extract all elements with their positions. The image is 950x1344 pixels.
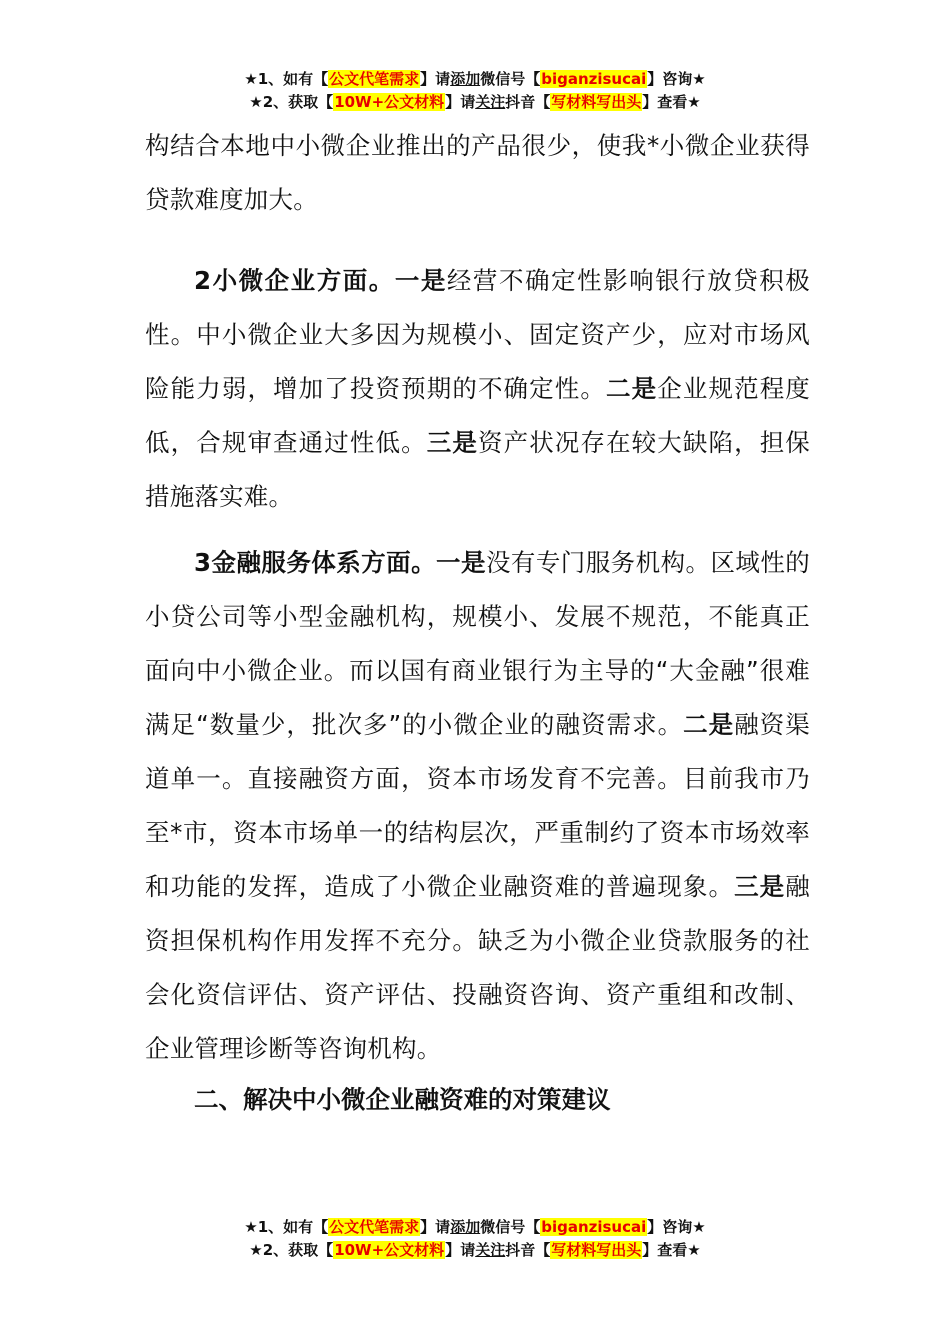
point-marker: 二是 bbox=[606, 374, 658, 403]
point-marker: 一是 bbox=[436, 548, 486, 577]
highlight-wechat-id: biganzisucai bbox=[541, 70, 647, 88]
section-heading: 3金融服务体系方面。 bbox=[194, 548, 437, 577]
highlight-materials: 10W+公文材料 bbox=[334, 1241, 445, 1259]
point-marker: 三是 bbox=[734, 872, 786, 901]
banner-line-2: ★2、获取【10W+公文材料】请关注抖音【写材料写出头】查看★ bbox=[249, 1241, 701, 1259]
paragraph-continuation: 构结合本地中小微企业推出的产品很少，使我*小微企业获得贷款难度加大。 bbox=[145, 131, 810, 214]
section-heading: 2小微企业方面。 bbox=[194, 266, 395, 295]
footer-banner bbox=[0, 1216, 950, 1262]
banner-line-2: ★2、获取【10W+公文材料】请关注抖音【写材料写出头】查看★ bbox=[249, 93, 701, 111]
point-marker: 二是 bbox=[683, 710, 735, 739]
banner-line-1: ★1、如有【公文代笔需求】请添加微信号【biganzisucai】咨询★ bbox=[244, 1218, 706, 1236]
highlight-service: 公文代笔需求 bbox=[329, 70, 420, 88]
highlight-service: 公文代笔需求 bbox=[329, 1218, 420, 1236]
highlight-wechat-id: biganzisucai bbox=[541, 1218, 647, 1236]
highlight-douyin-account: 写材料写出头 bbox=[551, 1241, 642, 1259]
point-marker: 三是 bbox=[426, 428, 478, 457]
chapter-heading: 二、解决中小微企业融资难的对策建议 bbox=[194, 1085, 611, 1114]
banner-line-1: ★1、如有【公文代笔需求】请添加微信号【biganzisucai】咨询★ bbox=[244, 70, 706, 88]
highlight-douyin-account: 写材料写出头 bbox=[551, 93, 642, 111]
point-marker: 一是 bbox=[394, 266, 447, 295]
paragraph-small-enterprises: 2小微企业方面。一是经营不确定性影响银行放贷积极性。中小微企业大多因为规模小、固定资产少，应对市场风险能力弱，增加了投资预期的不确定性。二是企业规范程度低，合规审查通过性低。三是资产状况存在较大缺陷，担保措施落实难。 bbox=[145, 266, 811, 511]
header-banner bbox=[0, 68, 950, 114]
highlight-materials: 10W+公文材料 bbox=[334, 93, 445, 111]
paragraph-financial-services: 3金融服务体系方面。一是没有专门服务机构。区域性的小贷公司等小型金融机构，规模小、发展不规范，不能真正面向中小微企业。而以国有商业银行为主导的“大金融”很难满足“数量少，批次多”的小微企业的融资需求。二是融资渠道单一。直接融资方面，资本市场发育不完善。目前我市乃至*市，资本市场单一的结构层次，严重制约了资本市场效率和功能的发挥，造成了小微企业融资难的普遍现象。三是融资担保机构作用发挥不充分。缺乏为小微企业贷款服务的社会化资信评估、资产评估、投融资咨询、资产重组和改制、企业管理诊断等咨询机构。 bbox=[145, 548, 811, 1063]
